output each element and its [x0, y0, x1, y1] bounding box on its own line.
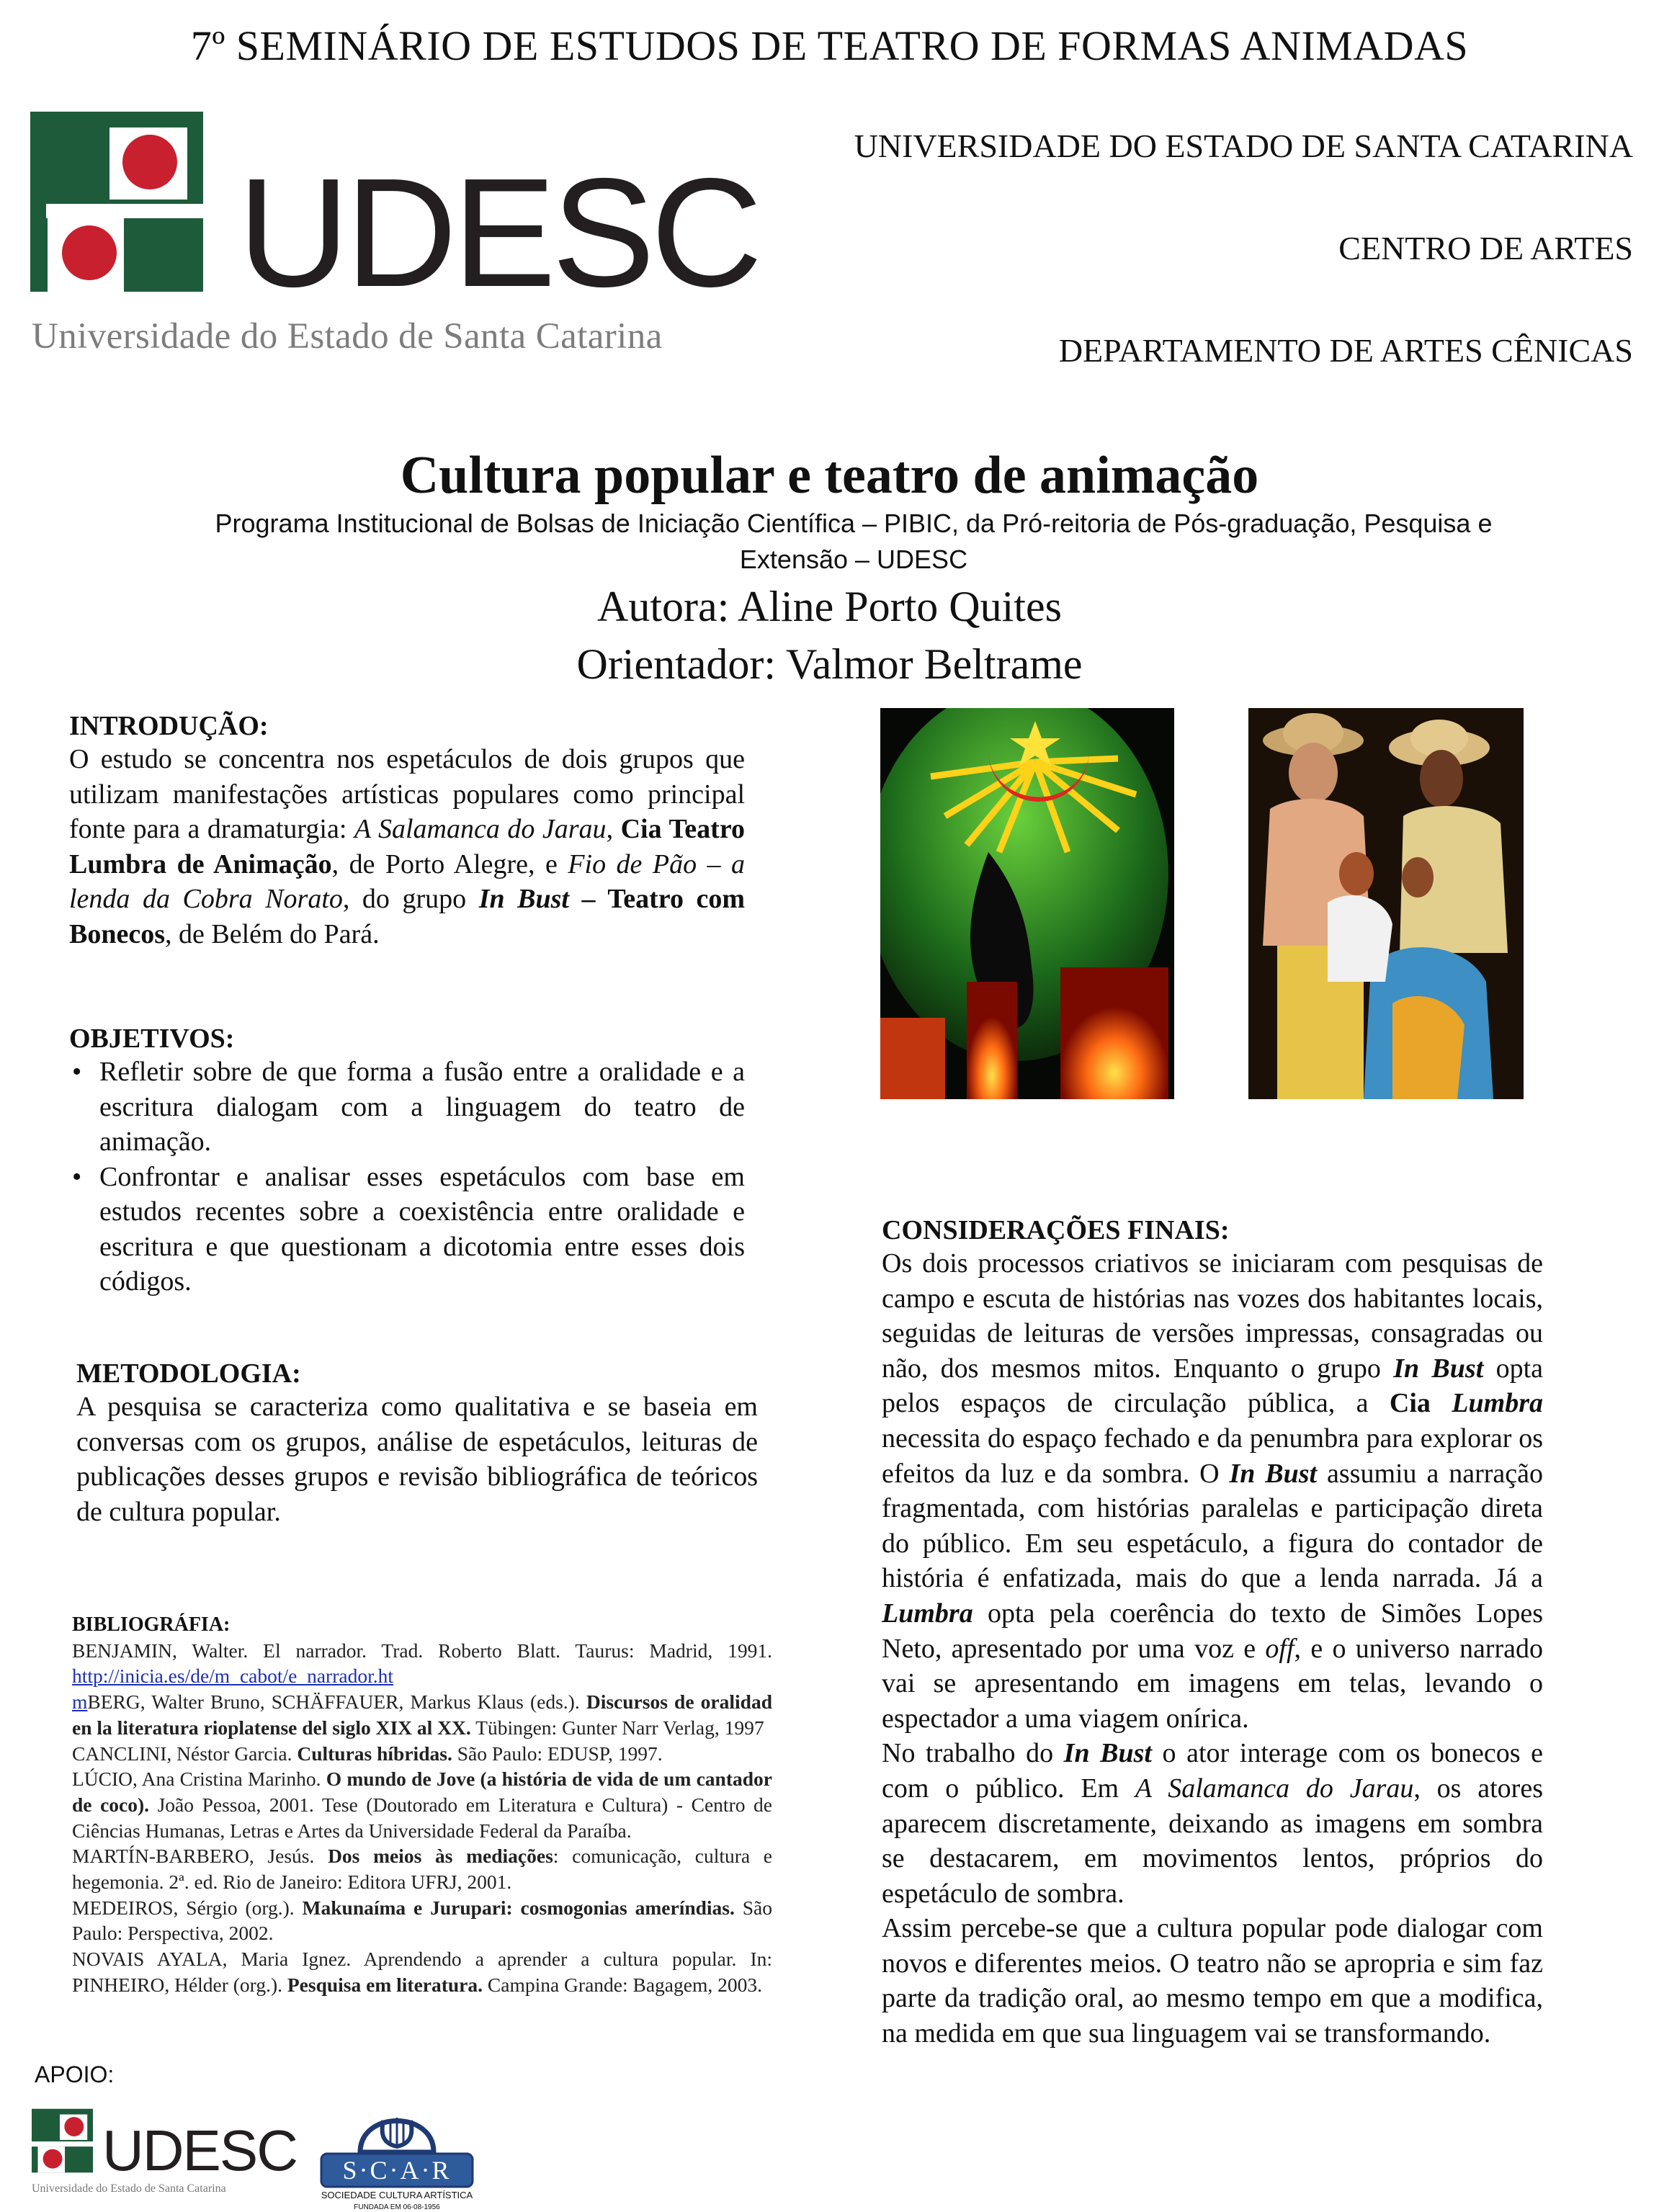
author: Autora: Aline Porto Quites	[597, 583, 1062, 630]
university-name: UNIVERSIDADE DO ESTADO DE SANTA CATARINA	[854, 127, 1633, 164]
bibliography-link[interactable]: http://inicia.es/de/m_cabot/e_narrador.ht	[72, 1665, 393, 1688]
udesc-small-wordmark: UDESC	[102, 2118, 298, 2182]
udesc-small-logo-icon	[32, 2108, 93, 2174]
conclusions-section	[882, 1214, 1543, 2051]
introduction-heading: INTRODUÇÃO:	[69, 711, 269, 741]
introduction-section	[69, 710, 745, 951]
scar-sub1: SOCIEDADE CULTURA ARTÍSTICA	[321, 2190, 473, 2200]
shadow-theatre-photo	[880, 708, 1174, 1099]
advisor: Orientador: Valmor Beltrame	[576, 640, 1083, 688]
program-line-1: Programa Institucional de Bolsas de Iniciação Científica – PIBIC, da Pró-reitoria de Pós-graduação, Pesquisa e	[215, 509, 1493, 538]
department-name: DEPARTAMENTO DE ARTES CÊNICAS	[1058, 332, 1633, 369]
udesc-subtitle: Universidade do Estado de Santa Catarina	[32, 316, 663, 357]
methodology-heading: METODOLOGIA:	[76, 1358, 301, 1389]
udesc-logo-icon	[30, 112, 203, 292]
program-line-2: Extensão – UDESC	[739, 545, 968, 574]
bibliography-link-continued[interactable]: m	[72, 1691, 88, 1714]
support-label: APOIO:	[35, 2061, 115, 2087]
scar-logo-icon	[317, 2096, 477, 2211]
program-line	[202, 506, 1506, 578]
conclusions-text: Os dois processos criativos se iniciaram com pesquisas de campo e escuta de histórias nas vozes dos habitantes locais, seguidas de leituras de versões impressas, consagradas ou não, dos mesmos mitos. Enquanto o grupo In Bust opta pelos espaços de circulação pública, a Cia Lumbra necessita do espaço fechado e da penumbra para explorar os efeitos da luz e da sombra. O In Bust assumiu a narração fragmentada, com histórias paralelas e participação direta do público. Em seu espetáculo, a figura do contador de história é enfatizada, mais do que a lenda narrada. Já a Lumbra opta pela coerência do texto de Simões Lopes Neto, apresentado por uma voz e off, e o universo narrado vai se apresentando em imagens em telas, levando o espectador a uma viagem onírica. No trabalho do In Bust o ator interage com os bonecos e com o público. Em A Salamanca do Jarau, os atores aparecem discretamente, deixando as imagens em sombra se destacarem, em movimentos lentos, próprios do espetáculo de sombra. Assim percebe-se que a cultura popular pode dialogar com novos e diferentes meios. O teatro não se apropria e sim faz parte da tradição oral, ao mesmo tempo em que a modifica, na medida em que sua linguagem vai se transformando.	[882, 1248, 1544, 2049]
scar-text: S·C·A·R	[342, 2156, 452, 2185]
objectives-section	[69, 1023, 745, 1299]
bibliography-section	[72, 1612, 772, 1998]
conclusions-heading: CONSIDERAÇÕES FINAIS:	[882, 1215, 1230, 1245]
methodology-section	[76, 1358, 758, 1529]
list-item: • Confrontar e analisar esses espetáculos com base em estudos recentes sobre a coexistência entre oralidade e escritura e que questionam a dicotomia entre esses dois códigos.	[72, 1161, 745, 1297]
bibliography-heading: BIBLIOGRÁFIA:	[72, 1613, 231, 1636]
puppet-theatre-photo	[1248, 708, 1524, 1099]
objectives-list	[69, 1054, 745, 1299]
list-item: • Refletir sobre de que forma a fusão entre a oralidade e a escritura dialogam com a linguagem do teatro de animação.	[72, 1057, 745, 1157]
methodology-text: A pesquisa se caracteriza como qualitativa e se baseia em conversas com os grupos, análise de espetáculos, leituras de publicações desses grupos e revisão bibliográfica de teóricos de cultura popular.	[76, 1392, 758, 1527]
scar-sub2: FUNDADA EM 06-08-1956	[354, 2203, 440, 2211]
center-name: CENTRO DE ARTES	[1338, 230, 1633, 267]
bibliography-entries: BENJAMIN, Walter. El narrador. Trad. Roberto Blatt. Taurus: Madrid, 1991. http://inicia.es/de/m_cabot/e_narrador.ht mBERG, Walter Bruno, SCHÄFFAUER, Markus Klaus (eds.). Discursos de oralidad en la literatura rioplatense del siglo XIX al XX. Tübingen: Gunter Narr Verlag, 1997 CANCLINI, Néstor Garcia. Culturas híbridas. São Paulo: EDUSP, 1997. LÚCIO, Ana Cristina Marinho. O mundo de Jove (a história de vida de um cantador de coco). João Pessoa, 2001. Tese (Doutorado em Literatura e Cultura) - Centro de Ciências Humanas, Letras e Artes da Universidade Federal da Paraíba. MARTÍN-BARBERO, Jesús. Dos meios às mediações: comunicação, cultura e hegemonia. 2ª. ed. Rio de Janeiro: Editora UFRJ, 2001. MEDEIROS, Sérgio (org.). Makunaíma e Jurupari: cosmogonias ameríndias. São Paulo: Perspectiva, 2002. NOVAIS AYALA, Maria Ignez. Aprendendo a aprender a cultura popular. In: PINHEIRO, Hélder (org.). Pesquisa em literatura. Campina Grande: Bagagem, 2003.	[72, 1639, 773, 1996]
udesc-wordmark: UDESC	[238, 145, 759, 319]
poster-title: Cultura popular e teatro de animação	[400, 446, 1259, 505]
introduction-text: O estudo se concentra nos espetáculos de dois grupos que utilizam manifestações artísticas populares como principal fonte para a dramaturgia: A Salamanca do Jarau, Cia Teatro Lumbra de Animação, de Porto Alegre, e Fio de Pão – a lenda da Cobra Norato, do grupo In Bust – Teatro com Bonecos, de Belém do Pará.	[69, 744, 746, 949]
seminar-title: 7º SEMINÁRIO DE ESTUDOS DE TEATRO DE FORMAS ANIMADAS	[190, 22, 1469, 69]
objectives-heading: OBJETIVOS:	[69, 1024, 235, 1054]
udesc-small-subtitle: Universidade do Estado de Santa Catarina	[32, 2182, 226, 2195]
